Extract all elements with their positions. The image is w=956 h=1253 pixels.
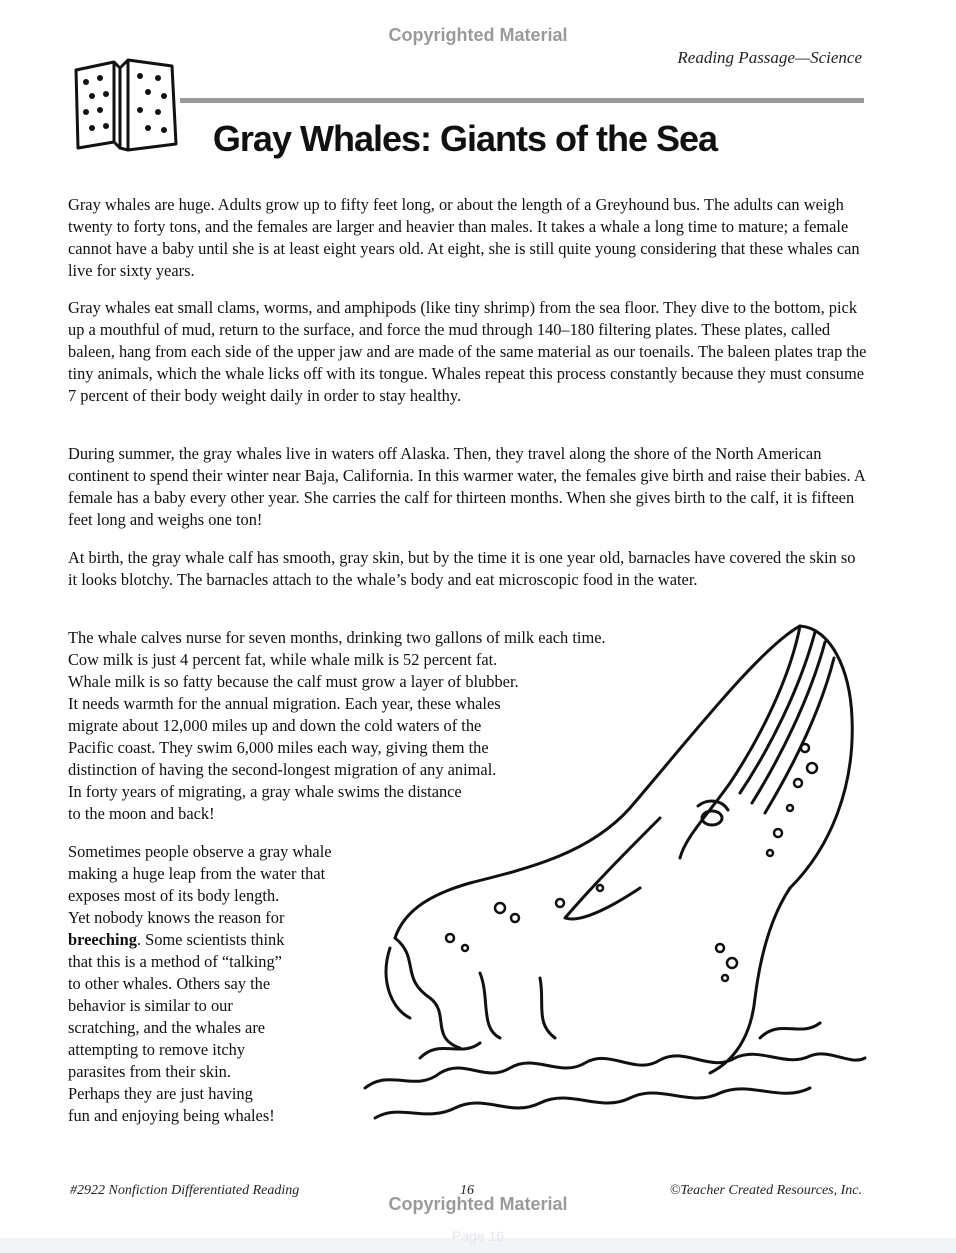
paragraph-breeching	[68, 841, 332, 1127]
section-label: Reading Passage—Science	[677, 48, 862, 67]
text-line: exposes most of its body length.	[68, 886, 280, 905]
text-line: to the moon and back!	[68, 804, 215, 823]
text-line: In forty years of migrating, a gray whale swims the distance	[68, 782, 462, 801]
paragraph-feeding: Gray whales eat small clams, worms, and amphipods (like tiny shrimp) from the sea floor. They dive to the bottom, pick up a mouthful of mud, return to the surface, and force the mud through 140–180 filtering plates. These plates, called baleen, hang from each side of the upper jaw and are made of the same material as our toenails. The baleen plates trap the tiny animals, which the whale licks off with its tongue. Whales repeat this process constantly because they must consume 7 percent of their body weight daily in order to stay healthy.	[68, 298, 867, 405]
text-line: fun and enjoying being whales!	[68, 1106, 275, 1125]
page-title: Gray Whales: Giants of the Sea	[212, 118, 718, 159]
text-line: Perhaps they are just having	[68, 1084, 253, 1103]
footer-page-number: 16	[460, 1183, 474, 1198]
footer-book-title: #2922 Nonfiction Differentiated Reading	[70, 1183, 300, 1198]
bold-term: breeching	[68, 930, 137, 949]
copyright-watermark-top: Copyrighted Material	[388, 25, 568, 45]
text-line: scratching, and the whales are	[68, 1018, 266, 1037]
text-line: Whale milk is so fatty because the calf must grow a layer of blubber.	[68, 672, 519, 691]
text-line: distinction of having the second-longest migration of any animal.	[68, 760, 497, 779]
footer-publisher: ©Teacher Created Resources, Inc.	[669, 1183, 862, 1198]
paragraph-barnacles: At birth, the gray whale calf has smooth, gray skin, but by the time it is one year old, barnacles have covered the skin so it looks blotchy. The barnacles attach to the whale’s body and eat microscopic food in the water.	[68, 548, 856, 589]
text-line	[68, 929, 332, 951]
text-line: Pacific coast. They swim 6,000 miles each way, giving them the	[68, 738, 489, 757]
text-line: to other whales. Others say the	[68, 974, 271, 993]
text-fragment: . Some scientists think	[136, 930, 285, 949]
text-line: attempting to remove itchy	[68, 1040, 246, 1059]
text-line: behavior is similar to our	[68, 996, 233, 1015]
header-rule	[70, 98, 864, 104]
text-line: It needs warmth for the annual migration. Each year, these whales	[68, 694, 501, 713]
text-line: Sometimes people observe a gray whale	[68, 842, 332, 861]
paragraph-size: Gray whales are huge. Adults grow up to fifty feet long, or about the length of a Greyhound bus. The adults can weigh twenty to forty tons, and the females are larger and heavier than males. It takes a whale a long time to mature; a female cannot have a baby until she is at least eight years old. At eight, she is still quite young considering that these whales can live for sixty years.	[68, 195, 860, 280]
text-line: Cow milk is just 4 percent fat, while whale milk is 52 percent fat.	[68, 650, 498, 669]
copyright-watermark-bottom: Copyrighted Material	[388, 1194, 568, 1214]
viewer-page-label: Page 16	[451, 1228, 505, 1244]
text-line: migrate about 12,000 miles up and down the cold waters of the	[68, 716, 482, 735]
text-line: parasites from their skin.	[68, 1062, 231, 1081]
text-line: Yet nobody knows the reason for	[68, 908, 285, 927]
text-line: The whale calves nurse for seven months, drinking two gallons of milk each time.	[68, 628, 606, 647]
text-line: that this is a method of “talking”	[68, 952, 282, 971]
text-line: making a huge leap from the water that	[68, 864, 326, 883]
breaching-whale-illustration	[360, 618, 880, 1138]
paragraph-migration: During summer, the gray whales live in waters off Alaska. Then, they travel along the shore of the North American continent to spend their winter near Baja, California. In this warmer water, the females give birth and raise their babies. A female has a baby every other year. She carries the calf for thirteen months. When she gives birth to the calf, it is fifteen feet long and weighs one ton!	[68, 444, 865, 529]
